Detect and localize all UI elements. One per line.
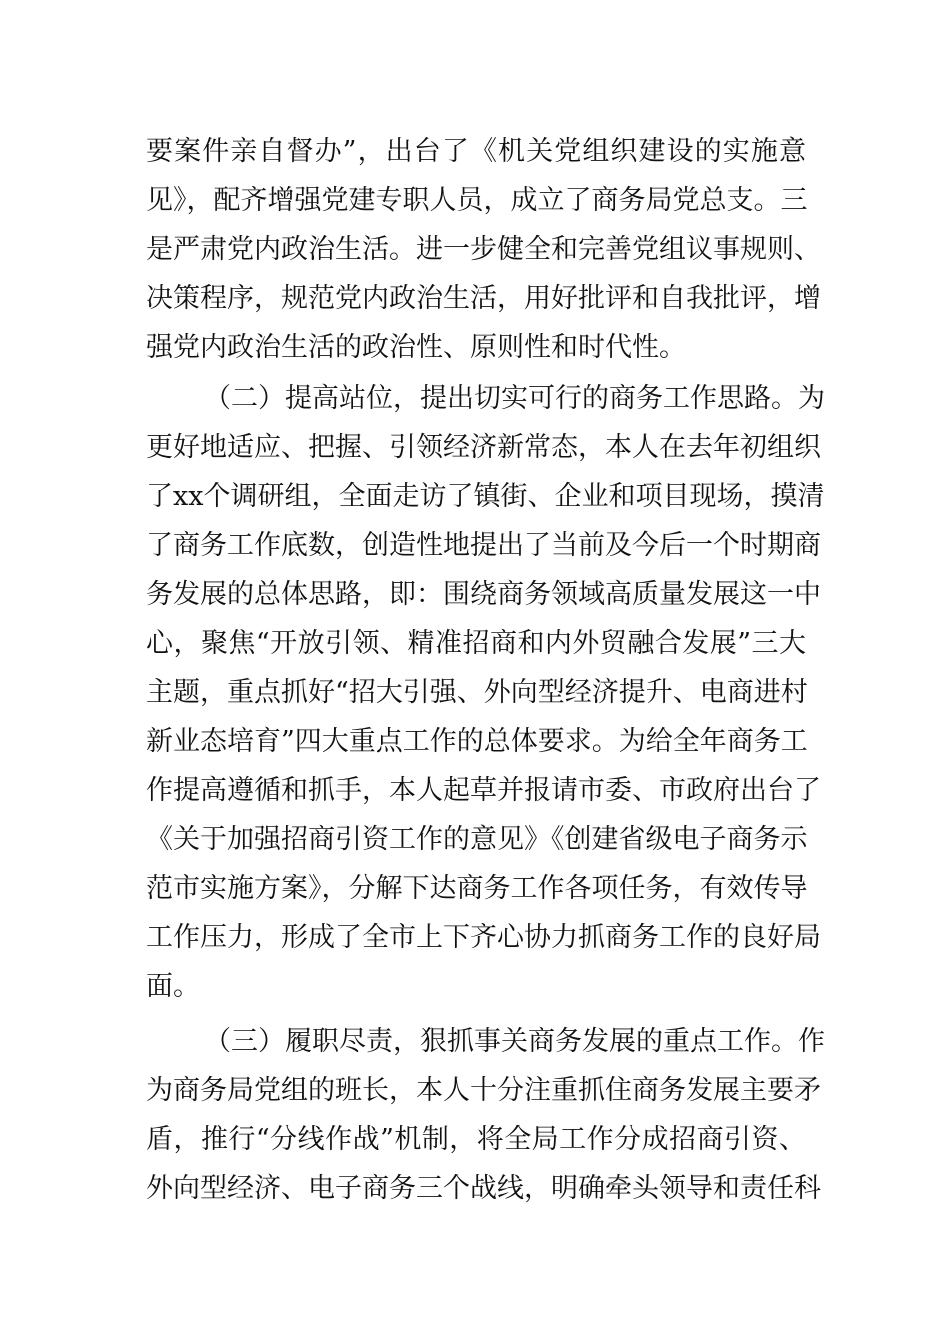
text-line: 了xx个调研组，全面走访了镇街、企业和项目现场，摸清: [146, 481, 825, 512]
text-line: 作提高遵循和抓手，本人起草并报请市委、市政府出台了: [146, 775, 821, 806]
text-line: 主题，重点抓好“招大引强、外向型经济提升、电商进村: [146, 677, 808, 708]
text-line: 强党内政治生活的政治性、原则性和时代性。: [146, 332, 686, 363]
text-line: 范市实施方案》，分解下达商务工作各项任务，有效传导: [146, 873, 808, 904]
text-line: 要案件亲自督办”，出台了《机关党组织建设的实施意: [146, 136, 806, 167]
text-line: 新业态培育”四大重点工作的总体要求。为给全年商务工: [146, 726, 808, 757]
text-line: 了商务工作底数，创造性地提出了当前及今后一个时期商: [146, 530, 821, 561]
text-line: 决策程序，规范党内政治生活，用好批评和自我批评，增: [146, 283, 821, 314]
text-line: 工作压力，形成了全市上下齐心协力抓商务工作的良好局: [146, 922, 821, 953]
text-line: 《关于加强招商引资工作的意见》《创建省级电子商务示: [146, 824, 808, 855]
text-line: 外向型经济、电子商务三个战线，明确牵头领导和责任科: [146, 1173, 821, 1204]
text-line: 是严肃党内政治生活。进一步健全和完善党组议事规则、: [146, 234, 821, 265]
text-line: 见》，配齐增强党建专职人员，成立了商务局党总支。三: [146, 185, 808, 216]
text-line: 更好地适应、把握、引领经济新常态，本人在去年初组织: [146, 432, 821, 463]
text-line: 务发展的总体思路，即：围绕商务领域高质量发展这一中: [146, 579, 821, 610]
text-line: 面。: [146, 971, 200, 1002]
paragraph-heading-line: （三）履职尽责，狠抓事关商务发展的重点工作。作: [204, 1026, 825, 1057]
paragraph-heading-line: （二）提高站位，提出切实可行的商务工作思路。为: [204, 383, 825, 414]
text-line: 盾，推行“分线作战”机制，将全局工作分成招商引资、: [146, 1124, 806, 1155]
text-line: 为商务局党组的班长，本人十分注重抓住商务发展主要矛: [146, 1075, 821, 1106]
text-line: 心，聚焦“开放引领、精准招商和内外贸融合发展”三大: [146, 628, 806, 659]
